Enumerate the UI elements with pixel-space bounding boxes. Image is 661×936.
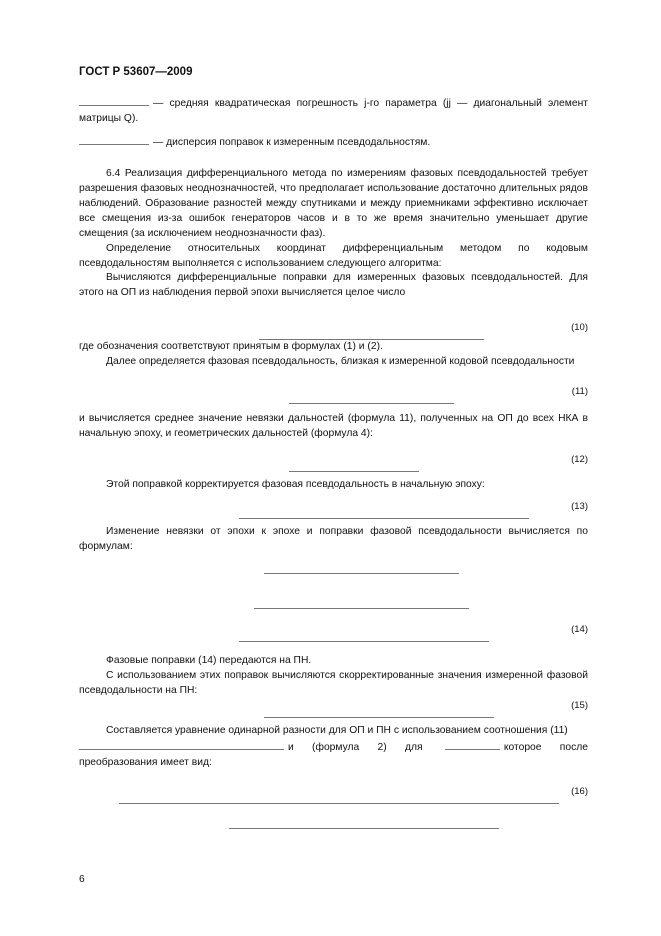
equation-15: (15) [79, 697, 588, 719]
formula-placeholder [289, 383, 454, 404]
paragraph-next: Далее определяется фазовая псевдодальность, близкая к измеренной кодовой псевдодальности [106, 356, 575, 367]
paragraph-6-4: 6.4 Реализация дифференциального метода по измерениям фазовых псевдодальностей требует разрешения фазовых неоднозначностей, что предполагает использование достаточно длительных рядов наблюдений. Образование разностей между спутниками и между приемниками эффективно исключает все смещения из-за ошибок генераторов часов и в то же время значительно уменьшает другие смещения (за исключением неоднозначности фаз). [79, 168, 588, 239]
formula-placeholder [229, 808, 499, 829]
formula-placeholder [239, 621, 489, 642]
paragraph-mean: и вычисляется среднее значение невязки дальностей (формула 11), полученных на ОП до всех НКА в начальную эпоху, и геометрических дальностей (формула 4): [79, 413, 588, 439]
formula-placeholder [79, 133, 149, 145]
definition-m: — средняя квадратическая погрешность j-го параметра (jj — диагональный элемент матрицы Q). [79, 94, 588, 126]
paragraph-single-b: и (формула 2) для которое после преобразования имеет вид: [79, 738, 588, 770]
formula-placeholder [119, 783, 559, 804]
paragraph-correction: Этой поправкой корректируется фазовая псевдодальность в начальную эпоху: [106, 479, 485, 490]
page-number: 6 [79, 874, 85, 885]
paragraph-calc: Вычисляются дифференциальные поправки для измеренных фазовых псевдодальностей. Для этого на ОП из наблюдения первой эпохи вычисляется целое число [79, 272, 588, 298]
paragraph-transfer: Фазовые поправки (14) передаются на ПН. [106, 655, 312, 666]
paragraph-change: Изменение невязки от эпохи к эпохе и поправки фазовой псевдодальности вычисляется по формулам: [79, 526, 588, 552]
equation-14a [79, 553, 588, 575]
paragraph-use: С использованием этих поправок вычисляются скорректированные значения измеренной фазовой псевдодальности на ПН: [79, 670, 588, 696]
paragraph-definition: Определение относительных координат дифференциальным методом по кодовым псевдодальностям выполняется с использованием следующего алгоритма: [79, 243, 588, 269]
formula-placeholder [289, 451, 419, 472]
formula-placeholder [445, 738, 500, 750]
equation-11: (11) [79, 383, 588, 405]
equation-13: (13) [79, 498, 588, 520]
document-header: ГОСТ Р 53607—2009 [79, 66, 193, 78]
paragraph-single-a: Составляется уравнение одинарной разности для ОП и ПН с использованием соотношения (11) [106, 725, 568, 736]
definition-sigma: — дисперсия поправок к измеренным псевдодальностям. [79, 133, 588, 150]
equation-16-cont [79, 808, 588, 830]
formula-placeholder [264, 697, 494, 718]
formula-placeholder [259, 319, 484, 340]
formula-placeholder [79, 94, 149, 106]
formula-placeholder [254, 582, 469, 609]
equation-10: (10) [79, 319, 588, 341]
equation-14: (14) [79, 621, 588, 643]
formula-placeholder [239, 498, 529, 519]
formula-placeholder [79, 738, 284, 750]
equation-12: (12) [79, 451, 588, 473]
equation-16: (16) [79, 783, 588, 805]
formula-placeholder [264, 553, 459, 574]
equation-14b [79, 582, 588, 612]
paragraph-where: где обозначения соответствуют принятым в формулах (1) и (2). [79, 341, 383, 352]
